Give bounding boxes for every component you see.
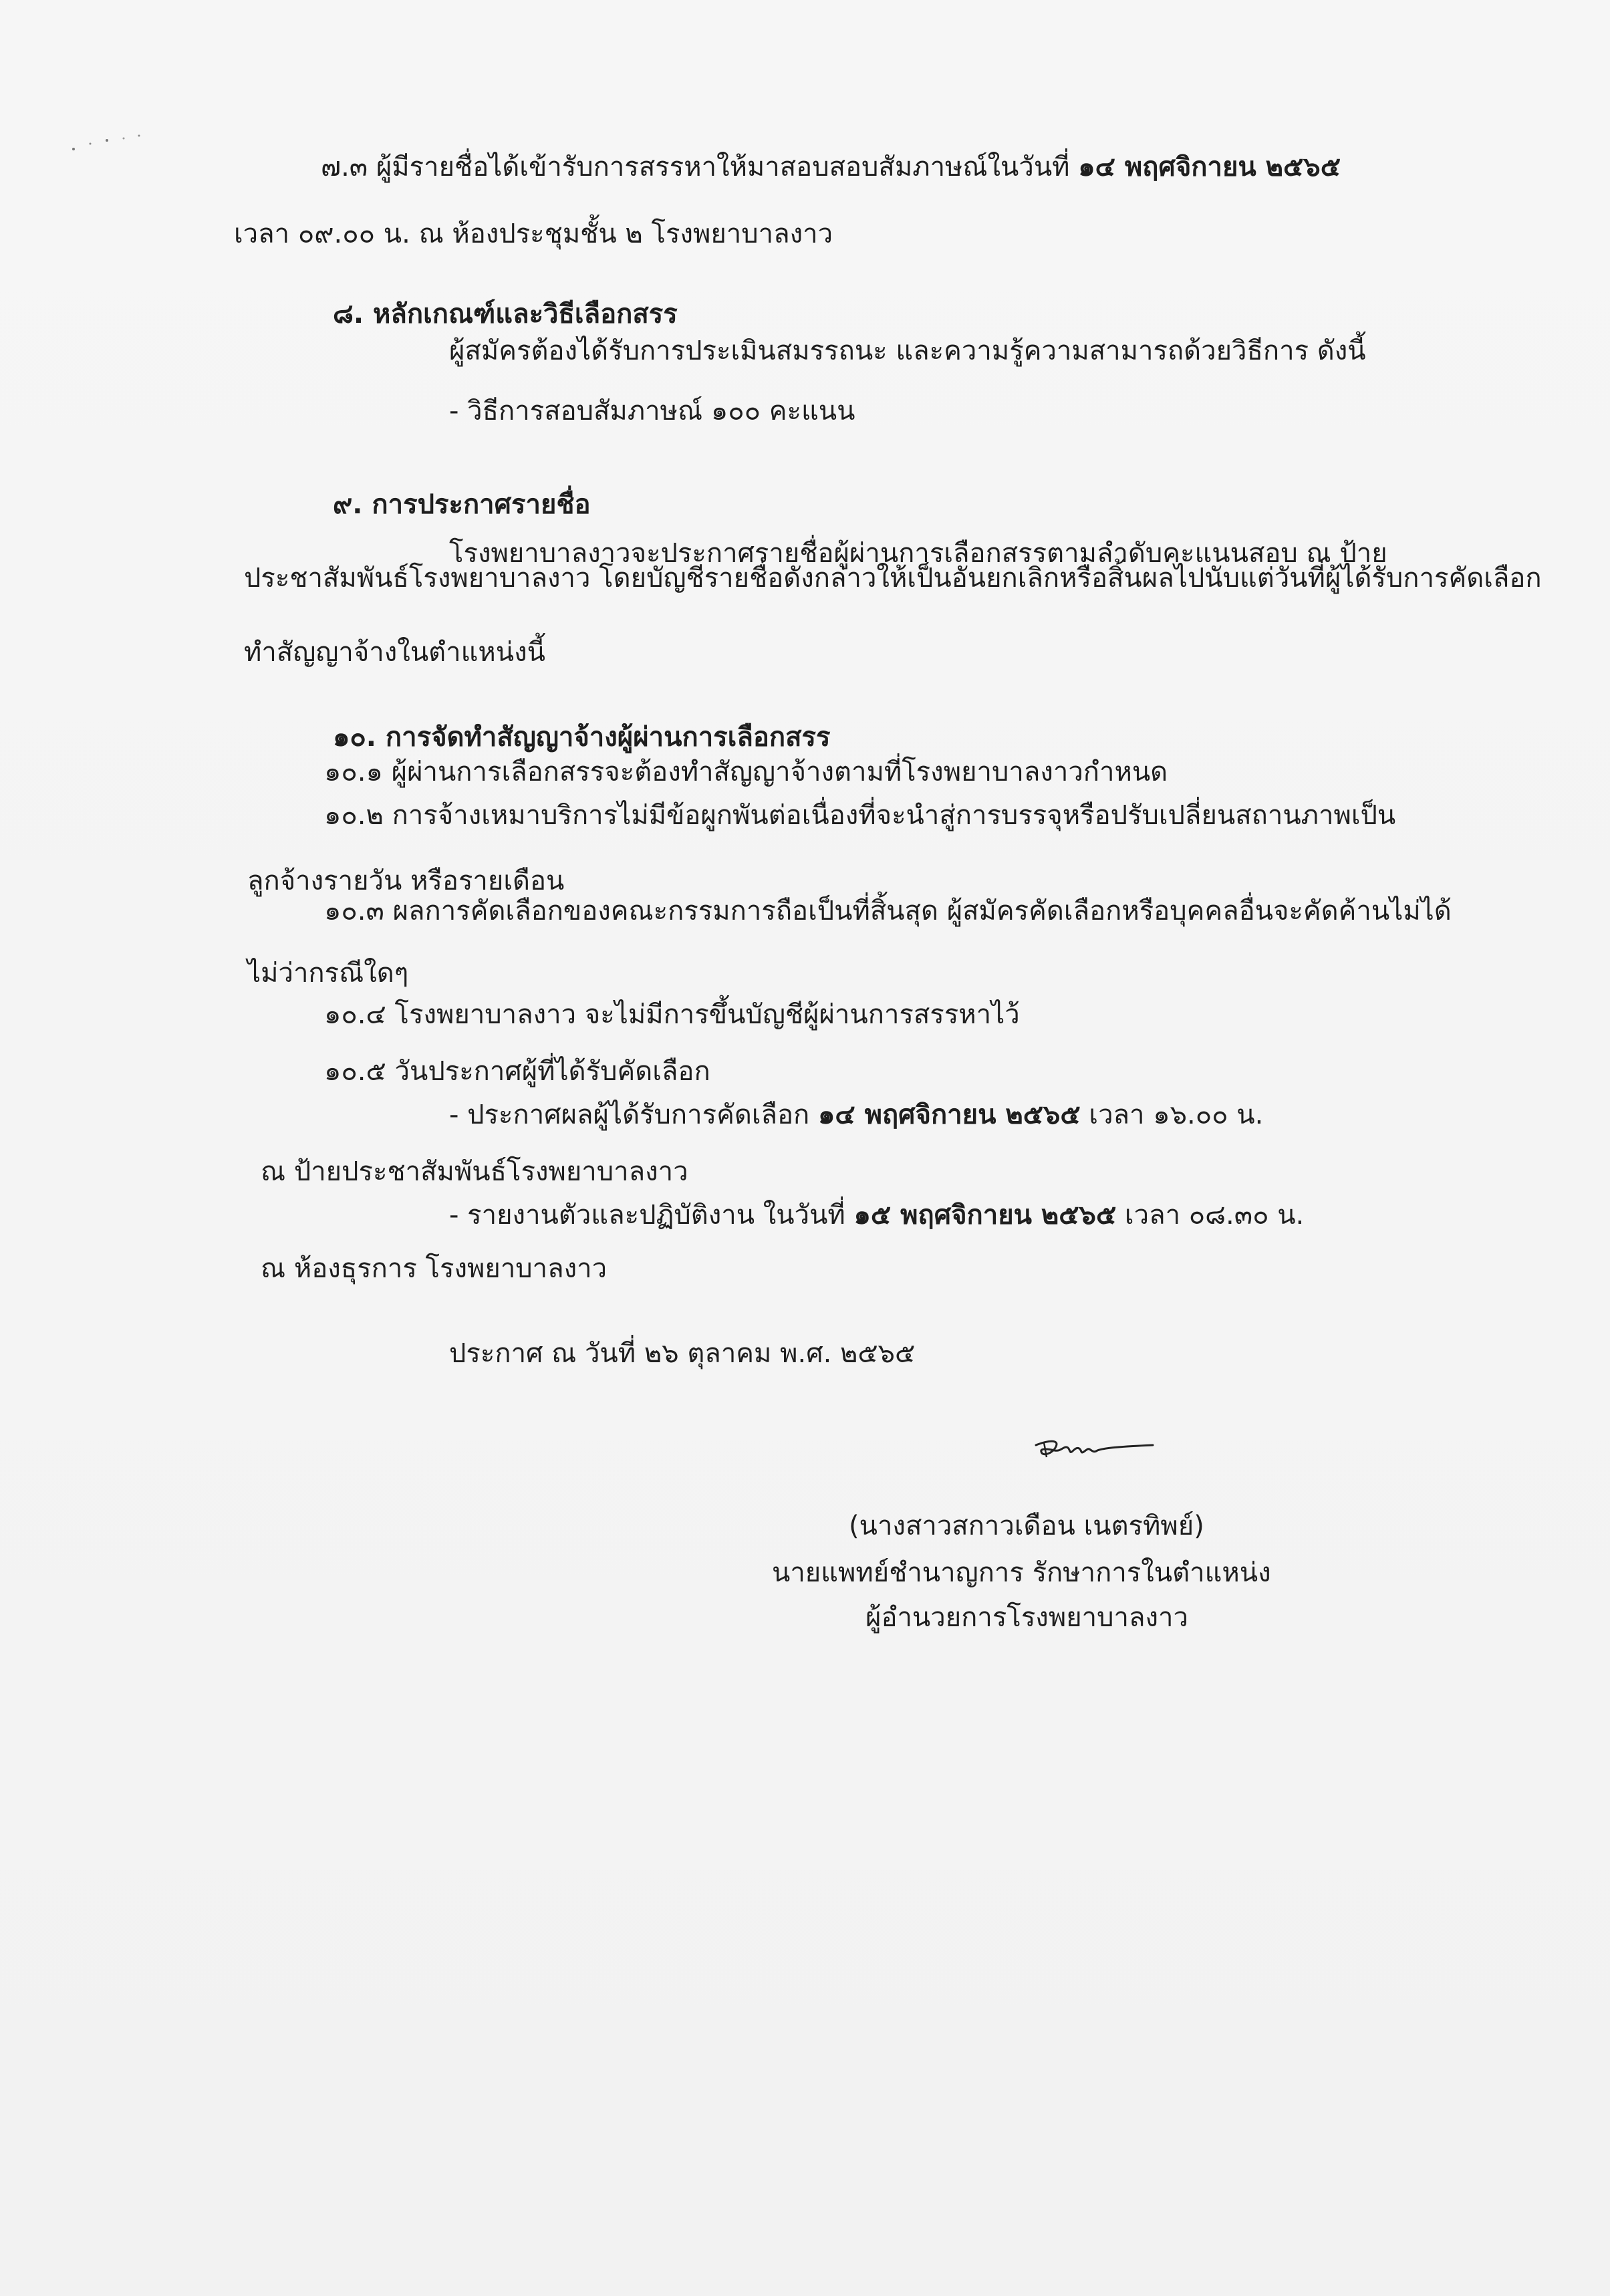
section-9-line1: โรงพยาบาลงาวจะประกาศรายชื่อผู้ผ่านการเลือกสรรตามลำดับคะแนนสอบ ณ ป้าย <box>449 538 1387 569</box>
section-10-heading: ๑๐. การจัดทำสัญญาจ้างผู้ผ่านการเลือกสรร <box>333 722 831 753</box>
scan-specks <box>60 124 154 164</box>
item-10-1: ๑๐.๑ ผู้ผ่านการเลือกสรรจะต้องทำสัญญาจ้างตามที่โรงพยาบาลงาวกำหนด <box>324 757 1168 787</box>
announce-prefix: - ประกาศผลผู้ได้รับการคัดเลือก <box>449 1100 818 1130</box>
item-10-2-line2: ลูกจ้างรายวัน หรือรายเดือน <box>247 866 565 896</box>
announce-place: ณ ป้ายประชาสัมพันธ์โรงพยาบาลงาว <box>261 1156 688 1187</box>
report-place: ณ ห้องธุรการ โรงพยาบาลงาว <box>261 1253 608 1284</box>
item-10-4: ๑๐.๔ โรงพยาบาลงาว จะไม่มีการขึ้นบัญชีผู้ผ่านการสรรหาไว้ <box>324 999 1020 1030</box>
item-10-3-line1: ๑๐.๓ ผลการคัดเลือกของคณะกรรมการถือเป็นที่สิ้นสุด ผู้สมัครคัดเลือกหรือบุคคลอื่นจะคัดค้านไม่ได้ <box>324 896 1452 926</box>
item-7-3-line2: เวลา ๐๙.๐๐ น. ณ ห้องประชุมชั้น ๒ โรงพยาบาลงาว <box>234 219 833 249</box>
section-9-heading: ๙. การประกาศรายชื่อ <box>333 489 591 520</box>
interview-date: ๑๔ พฤศจิกายน ๒๕๖๕ <box>1078 152 1341 182</box>
announcement-date: ประกาศ ณ วันที่ ๒๖ ตุลาคม พ.ศ. ๒๕๖๕ <box>449 1338 916 1369</box>
item-10-3-line2: ไม่ว่ากรณีใดๆ <box>247 958 409 989</box>
section-8-line1: ผู้สมัครต้องได้รับการประเมินสมรรถนะ และความรู้ความสามารถด้วยวิธีการ ดังนี้ <box>449 336 1366 366</box>
item-7-3-text: ๗.๓ ผู้มีรายชื่อได้เข้ารับการสรรหาให้มาสอบสอบสัมภาษณ์ในวันที่ <box>321 152 1079 182</box>
item-7-3-line1 <box>321 148 1341 186</box>
section-8-line2: - วิธีการสอบสัมภาษณ์ ๑๐๐ คะแนน <box>449 396 855 426</box>
report-time: เวลา ๐๘.๓๐ น. <box>1116 1200 1305 1231</box>
item-10-5: ๑๐.๕ วันประกาศผู้ที่ได้รับคัดเลือก <box>324 1056 710 1087</box>
report-prefix: - รายงานตัวและปฏิบัติงาน ในวันที่ <box>449 1200 854 1231</box>
handwritten-signature <box>1029 1430 1163 1471</box>
section-8-heading: ๘. หลักเกณฑ์และวิธีเลือกสรร <box>333 299 678 330</box>
signatory-name: (นางสาวสกาวเดือน เนตรทิพย์) <box>849 1511 1204 1541</box>
announce-date: ๑๔ พฤศจิกายน ๒๕๖๕ <box>817 1100 1081 1130</box>
report-line <box>449 1196 1304 1234</box>
announce-time: เวลา ๑๖.๐๐ น. <box>1080 1100 1264 1130</box>
signatory-title: ผู้อำนวยการโรงพยาบาลงาว <box>865 1602 1188 1633</box>
section-9-line2: ประชาสัมพันธ์โรงพยาบาลงาว โดยบัญชีรายชื่อดังกล่าวให้เป็นอันยกเลิกหรือสิ้นผลไปนับแต่วันที่ผู้ได้รับการคัดเลือก <box>244 563 1542 594</box>
announce-line <box>449 1096 1263 1134</box>
section-9-line3: ทำสัญญาจ้างในตำแหน่งนี้ <box>244 637 545 668</box>
item-10-2-line1: ๑๐.๒ การจ้างเหมาบริการไม่มีข้อผูกพันต่อเนื่องที่จะนำสู่การบรรจุหรือปรับเปลี่ยนสถานภาพเป็น <box>324 800 1396 831</box>
report-date: ๑๕ พฤศจิกายน ๒๕๖๕ <box>853 1200 1117 1231</box>
signatory-position: นายแพทย์ชำนาญการ รักษาการในตำแหน่ง <box>772 1557 1271 1588</box>
